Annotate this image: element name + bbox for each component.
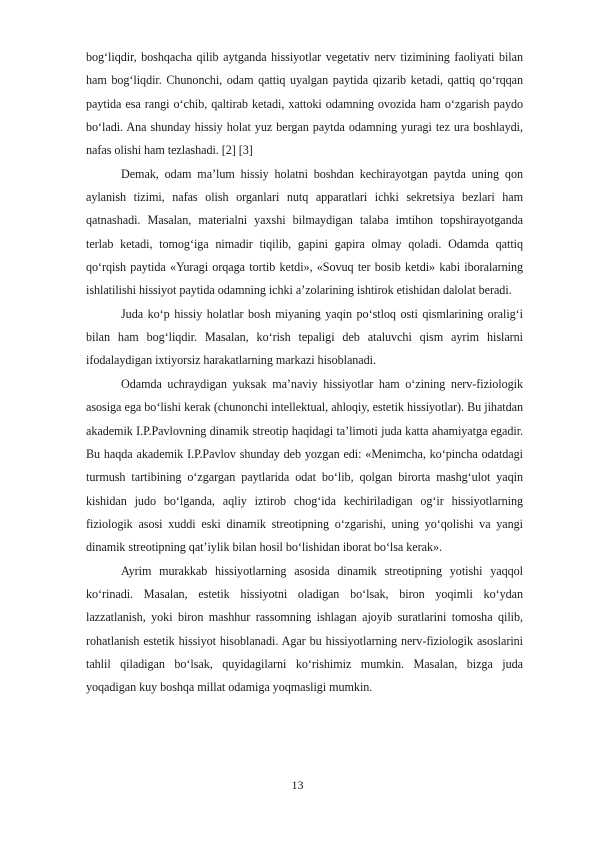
page-number: 13 (291, 778, 304, 792)
paragraph-3: Juda ko‘p hissiy holatlar bosh miyaning yaqin po‘stloq osti qismlarining oralig‘i bilan ham bog‘liqdir. Masalan, ko‘rish tepaligi deb ataluvchi qism ayrim hislarni ifodalaydigan ixtiyorsiz harakatlarning markazi hisoblanadi. (86, 306, 523, 368)
paragraph-4: Odamda uchraydigan yuksak ma’naviy hissiyotlar ham o‘zining nerv-fiziologik asosiga ega bo‘lishi kerak (chunonchi intellektual, ahloqiy, estetik hissiyotlar). Bu jihatdan akademik I.P.Pavlovning dinamik streotip haqidagi ta’limoti juda katta ahamiyatga egadir. Bu haqda akademik I.P.Pavlov shunday deb yozgan edi: «Menimcha, ko‘pincha odatdagi turmush tartibining o‘zgargan paytlarida odat bo‘lib, qolgan birorta mashg‘ulot yaqin kishidan judo bo‘lganda, aqliy iztirob chog‘ida kechiriladigan og‘ir hissiyotlarning fiziologik asosi xuddi eski dinamik streotipning o‘zgarishi, uning yo‘qolishi va yangi dinamik streotipning qat’iylik bilan hosil bo‘lishidan iborat bo‘lsa kerak». (86, 376, 523, 555)
body-text (86, 46, 523, 700)
paragraph-5: Ayrim murakkab hissiyotlarning asosida dinamik streotipning yotishi yaqqol ko‘rinadi. Masalan, estetik hissiyotni oladigan bo‘lsak, biron yoqimli ko‘ydan lazzatlanish, yoki biron mashhur rassomning ishlagan ajoyib suratlarini tomosha qilib, rohatlanish estetik hissiyot hisoblanadi. Agar bu hissiyotlarning nerv-fiziologik asoslarini tahlil qiladigan bo‘lsak, quyidagilarni ko‘rishimiz mumkin. Masalan, bizga juda yoqadigan kuy boshqa millat odamiga yoqmasligi mumkin. (86, 563, 523, 695)
paragraph-2: Demak, odam ma’lum hissiy holatni boshdan kechirayotgan paytda uning qon aylanish tizimi, nafas olish organlari nutq apparatlari ichki sekretsiya bezlari ham qatnashadi. Masalan, materialni yaxshi bilmaydigan talaba imtihon topshirayotganda terlab ketadi, tomog‘iga nimadir tiqilib, gapini gapira olmay qoladi. Odamda qattiq qo‘rqish paytida «Yuragi orqaga tortib ketdi», «Sovuq ter bosib ketdi» kabi iboralarning ishlatilishi hissiyot paytida odamning ichki a’zolarining ishtirok etishidan dalolat beradi. (86, 166, 523, 298)
paragraph-1: bog‘liqdir, boshqacha qilib aytganda hissiyotlar vegetativ nerv tizimining faoliyati bilan ham bog‘liqdir. Chunonchi, odam qattiq uyalgan paytida qizarib ketadi, qattiq qo‘rqqan paytida esa rangi o‘chib, qaltirab ketadi, xattoki odamning ovozida ham o‘zgarish paydo bo‘ladi. Ana shunday hissiy holat yuz bergan paytda odamning yuragi tez ura boshlaydi, nafas olishi ham tezlashadi. [2] [3] (86, 50, 523, 158)
